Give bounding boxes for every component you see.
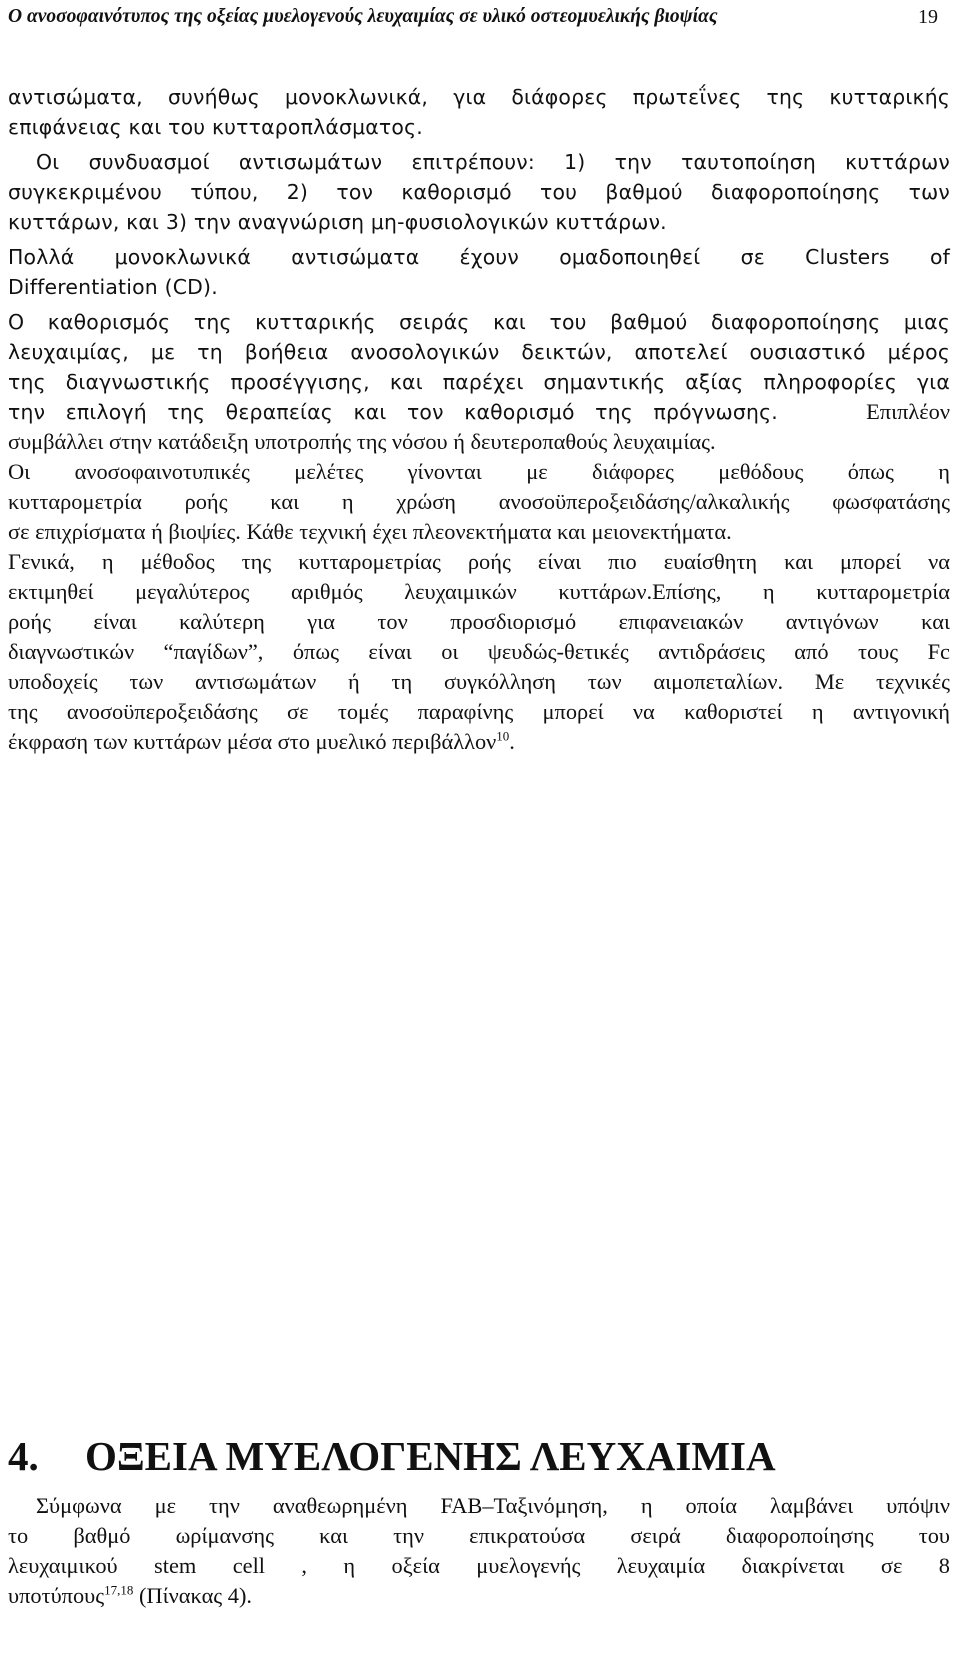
body-line-14: κυτταρομετρία ροής και η χρώση ανοσοϋπεροξειδάσης/αλκαλικής φωσφατάσης [8,489,950,514]
body-line-10: της διαγνωστικής προσέγγισης, και παρέχει σημαντικής αξίας πληροφορίες για [8,370,950,394]
section-line-2: το βαθμό ωρίμανσης και την επικρατούσα σειρά διαφοροποίησης του [8,1523,950,1548]
header-title: Ο ανοσοφαινότυπος της οξείας μυελογενούς λευχαιμίας σε υλικό οστεομυελικής βιοψίας [8,6,718,27]
section-line-3: λευχαιμικού stem cell , η οξεία μυελογενής λευχαιμία διακρίνεται σε 8 [8,1553,950,1578]
body-line-15: σε επιχρίσματα ή βιοψίες. Κάθε τεχνική έχει πλεονεκτήματα και μειονεκτήματα. [8,519,732,544]
body-line-13: Οι ανοσοφαινοτυπικές μελέτες γίνονται με διάφορες μεθόδους όπως η [8,459,950,484]
citation-10: 10 [496,728,510,744]
body-line-17: εκτιμηθεί μεγαλύτερος αριθμός λευχαιμικών κυττάρων.Επίσης, η κυτταρομετρία [8,579,950,604]
page-number: 19 [918,6,938,28]
section-line-4-tail: (Πίνακας 4). [133,1583,253,1608]
section-number: 4. [8,1433,39,1479]
section-title: ΟΞΕΙΑ ΜΥΕΛΟΓΕΝΗΣ ΛΕΥΧΑΙΜΙΑ [85,1433,776,1479]
section-line-4 [8,1581,950,1611]
section-heading [8,1428,950,1484]
body-line-1: αντισώματα, συνήθως μονοκλωνικά, για διάφορες πρωτεΐνες της κυτταρικής [8,85,950,109]
section-line-4-text: υποτύπους [8,1583,105,1608]
body-line-18: ροής είναι καλύτερη για τον προσδιορισμό επιφανειακών αντιγόνων και [8,609,950,634]
body-line-7: Differentiation (CD). [8,275,218,299]
body-line-9: λευχαιμίας, με τη βοήθεια ανοσολογικών δεικτών, αποτελεί ουσιαστικό μέρος [8,340,950,364]
body-line-22-text: έκφραση των κυττάρων μέσα στο μυελικό περιβάλλον [8,729,497,754]
body-line-22 [8,727,950,757]
body-line-2: επιφάνειας και του κυτταροπλάσματος. [8,115,423,139]
body-line-5: κυττάρων, και 3) την αναγνώριση μη-φυσιολογικών κυττάρων. [8,210,667,234]
body-line-11-end: Επιπλέον [866,399,950,424]
body-line-16: Γενικά, η μέθοδος της κυτταρομετρίας ροής είναι πιο ευαίσθητη και μπορεί να [8,549,950,574]
body-line-21: της ανοσοϋπεροξειδάσης σε τομές παραφίνης μπορεί να καθοριστεί η αντιγονική [8,699,950,724]
citation-17-18: 17,18 [104,1582,134,1598]
body-line-4: συγκεκριμένου τύπου, 2) τον καθορισμό του βαθμού διαφοροποίησης των [8,180,950,204]
body-line-12: συμβάλλει στην κατάδειξη υποτροπής της νόσου ή δευτεροπαθούς λευχαιμίας. [8,429,716,454]
body-line-8: Ο καθορισμός της κυτταρικής σειράς και του βαθμού διαφοροποίησης μιας [8,310,950,334]
body-line-19: διαγνωστικών “παγίδων”, όπως είναι οι ψευδώς-θετικές αντιδράσεις από τους Fc [8,639,950,664]
body-line-22-tail: . [509,729,515,754]
body-line-6: Πολλά μονοκλωνικά αντισώματα έχουν ομαδοποιηθεί σε Clusters of [8,245,950,269]
body-line-3: Οι συνδυασμοί αντισωμάτων επιτρέπουν: 1) την ταυτοποίηση κυττάρων [36,150,950,174]
running-header [8,0,938,34]
body-line-20: υποδοχείς των αντισωμάτων ή τη συγκόλληση των αιμοπεταλίων. Με τεχνικές [8,669,950,694]
body-line-11: την επιλογή της θεραπείας και τον καθορισμό της πρόγνωσης. [8,400,778,424]
section-line-1: Σύμφωνα με την αναθεωρημένη FAB–Ταξινόμηση, η οποία λαμβάνει υπόψιν [36,1493,950,1518]
